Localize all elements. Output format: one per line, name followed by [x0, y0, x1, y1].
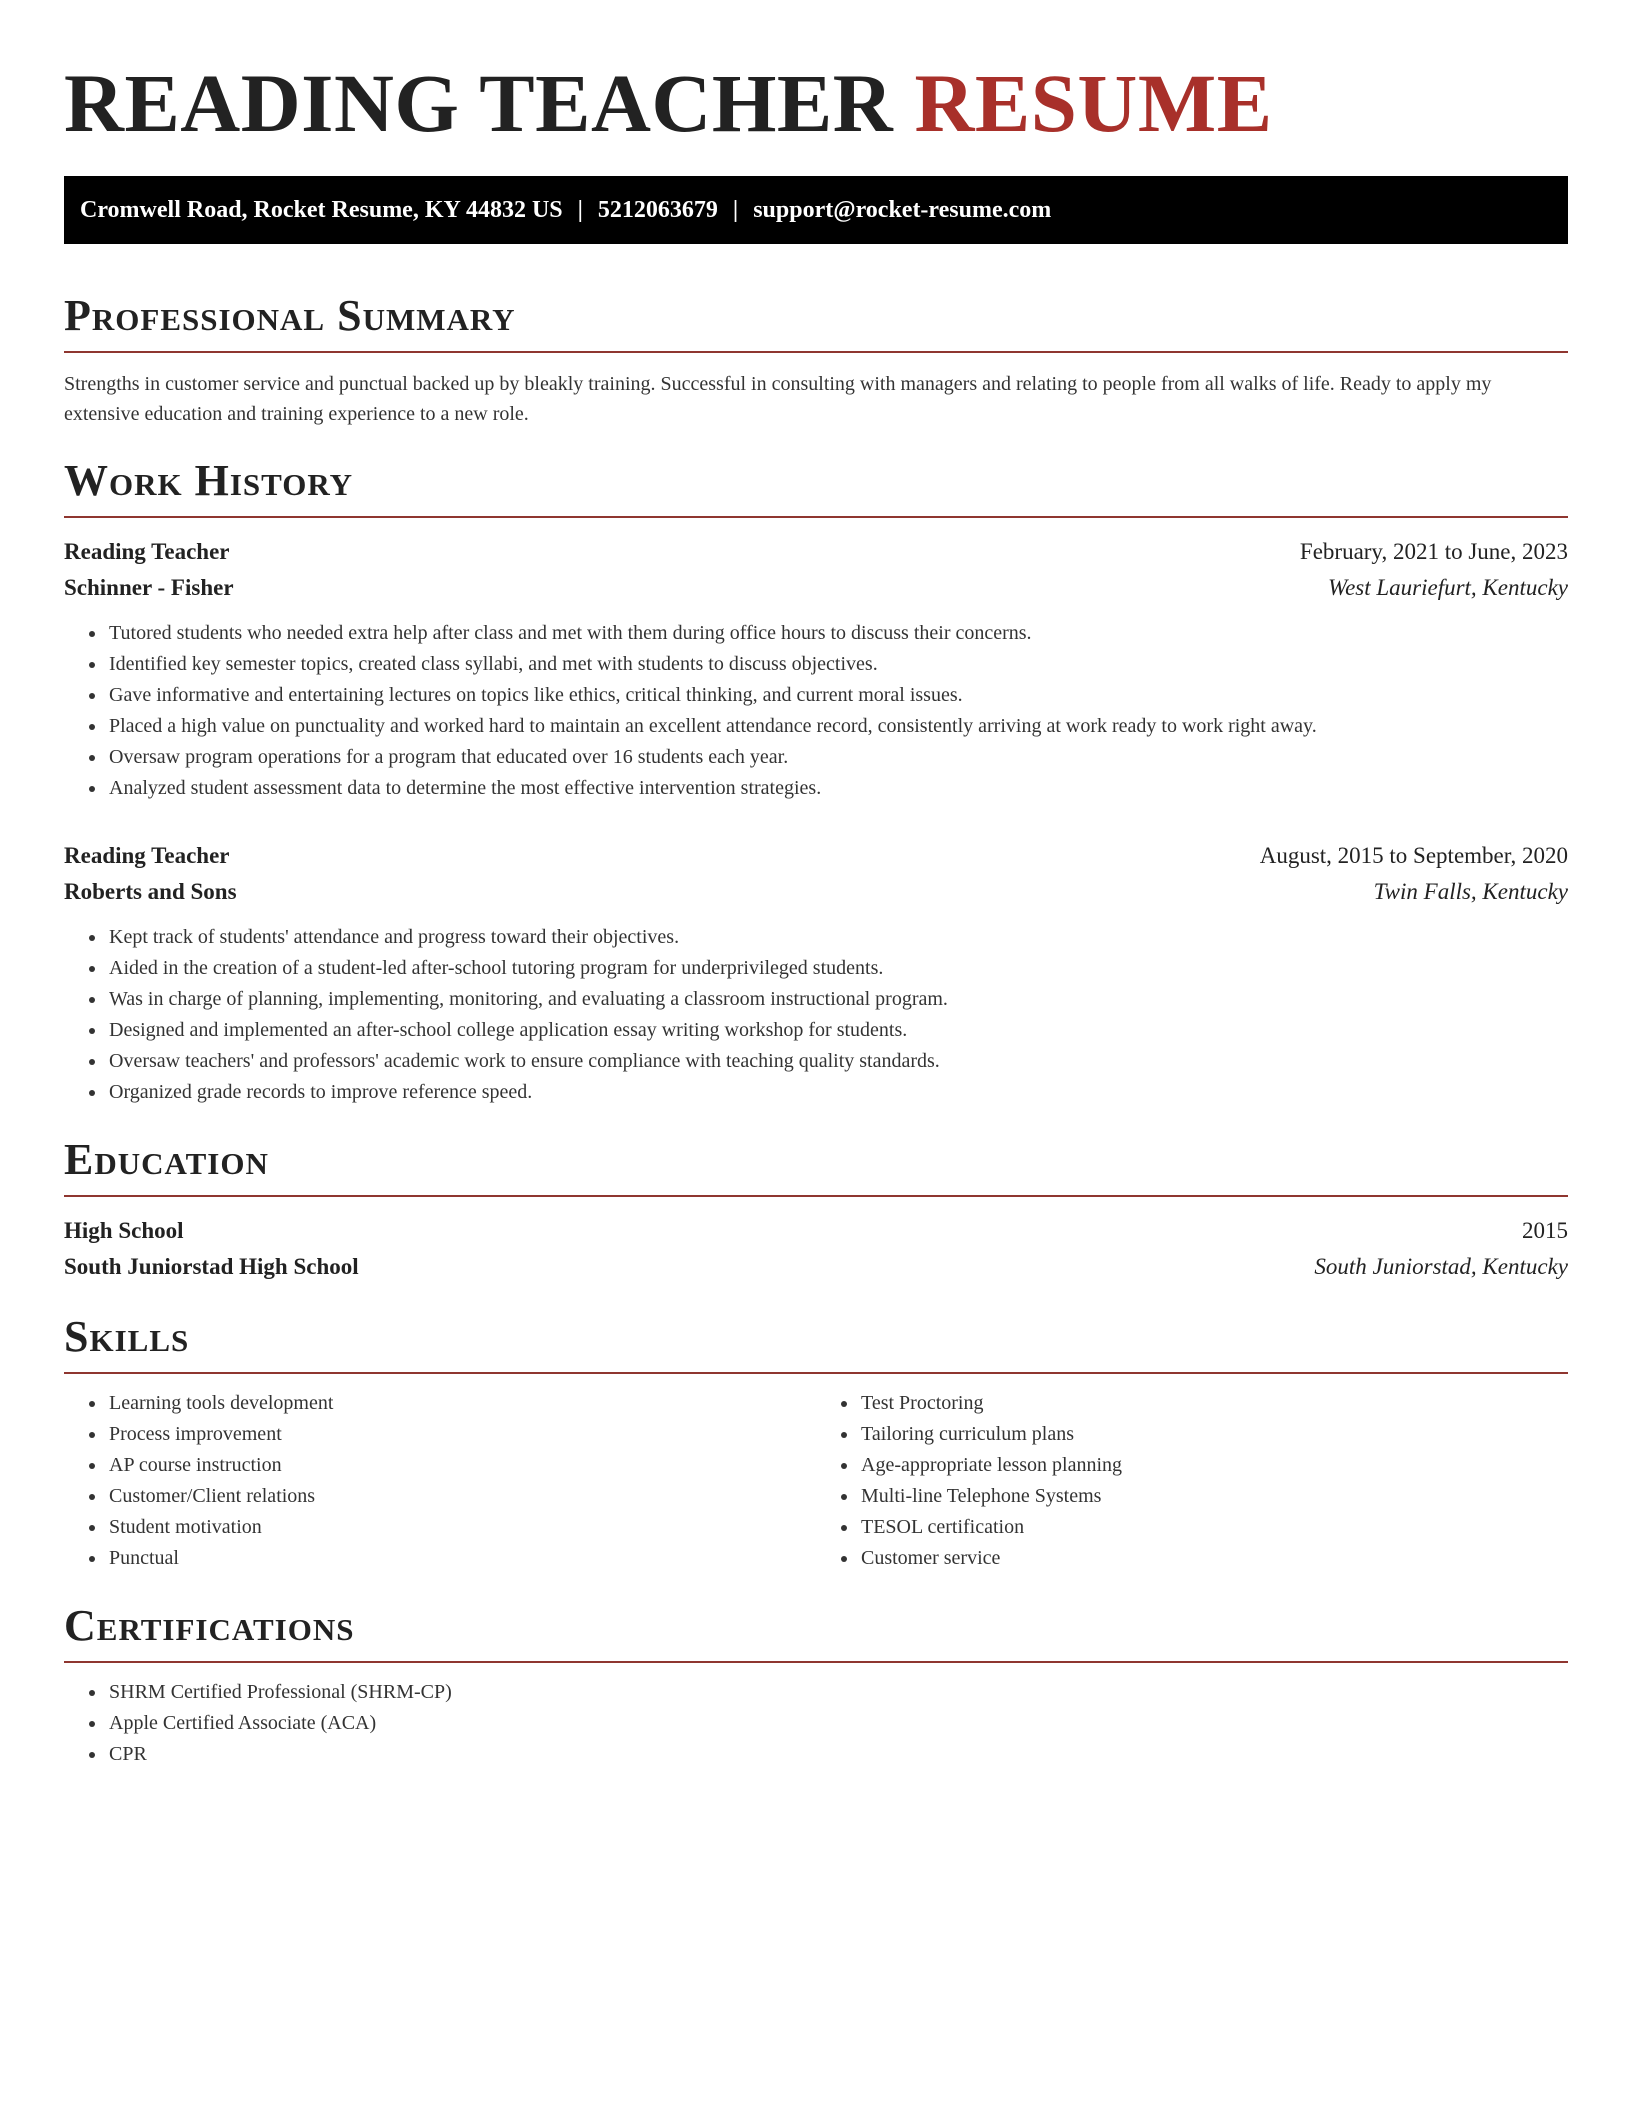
work-history-heading: Work History [64, 455, 1568, 518]
job-bullets [64, 618, 1568, 804]
skills-list-right [816, 1388, 1568, 1574]
list-item: • Customer/Client relations [107, 1481, 816, 1512]
education-year: 2015 [1522, 1218, 1568, 1243]
job-bullets [64, 922, 1568, 1108]
list-item: • Oversaw program operations for a program that educated over 16 students each year. [107, 742, 1568, 773]
list-item: • SHRM Certified Professional (SHRM-CP) [107, 1677, 1568, 1708]
job-company: Schinner - Fisher [64, 575, 234, 600]
skills-list-left [64, 1388, 816, 1574]
contact-separator: | [577, 197, 583, 223]
summary-text: Strengths in customer service and punctual backed up by bleakly training. Successful in consulting with managers and relating to people from all walks of life. Ready to apply my extensive education and training experience to a new role. [64, 373, 1492, 425]
contact-bar [64, 176, 1568, 244]
list-item: • Placed a high value on punctuality and worked hard to maintain an excellent attendance record, consistently arriving at work ready to work right away. [107, 711, 1568, 742]
list-item: • Identified key semester topics, created class syllabi, and met with students to discuss objectives. [107, 649, 1568, 680]
contact-address: Cromwell Road, Rocket Resume, KY 44832 US [80, 197, 563, 223]
list-item: • Test Proctoring [859, 1388, 1568, 1419]
contact-email: support@rocket-resume.com [753, 197, 1052, 223]
job-title-row [64, 838, 1568, 874]
skills-grid [64, 1374, 1568, 1574]
list-item: • Was in charge of planning, implementing, monitoring, and evaluating a classroom instructional program. [107, 984, 1568, 1015]
list-item: • Oversaw teachers' and professors' academic work to ensure compliance with teaching quality standards. [107, 1046, 1568, 1077]
title-main: READING TEACHER [64, 57, 894, 149]
title-accent: RESUME [914, 57, 1273, 149]
job-company-row [64, 874, 1568, 910]
job-title: Reading Teacher [64, 539, 230, 564]
list-item: • Apple Certified Associate (ACA) [107, 1708, 1568, 1739]
education-degree-row [64, 1213, 1568, 1249]
list-item: • Aided in the creation of a student-led after-school tutoring program for underprivileged students. [107, 953, 1568, 984]
list-item: • Age-appropriate lesson planning [859, 1450, 1568, 1481]
list-item: • CPR [107, 1739, 1568, 1770]
skills-heading: Skills [64, 1311, 1568, 1374]
list-item: • Designed and implemented an after-school college application essay writing workshop for students. [107, 1015, 1568, 1046]
job-dates: August, 2015 to September, 2020 [1259, 843, 1568, 868]
job-title-row [64, 534, 1568, 570]
job-company-row [64, 570, 1568, 606]
job-dates: February, 2021 to June, 2023 [1299, 539, 1568, 564]
list-item: • Learning tools development [107, 1388, 816, 1419]
job-company: Roberts and Sons [64, 879, 237, 904]
contact-separator: | [732, 197, 739, 223]
education-school-row [64, 1249, 1568, 1285]
list-item: • Multi-line Telephone Systems [859, 1481, 1568, 1512]
list-item: • TESOL certification [859, 1512, 1568, 1543]
certifications-heading: Certifications [64, 1600, 1568, 1663]
list-item: • Kept track of students' attendance and progress toward their objectives. [107, 922, 1568, 953]
education-school: South Juniorstad High School [64, 1254, 359, 1279]
education-entry [64, 1213, 1568, 1285]
list-item: • Tutored students who needed extra help after class and met with them during office hours to discuss their concerns. [107, 618, 1568, 649]
job-entry [64, 534, 1568, 804]
job-title: Reading Teacher [64, 843, 230, 868]
list-item: • Student motivation [107, 1512, 816, 1543]
list-item: • Customer service [859, 1543, 1568, 1574]
job-entry [64, 838, 1568, 1108]
skills-section [64, 1311, 1568, 1574]
list-item: • Analyzed student assessment data to determine the most effective intervention strategies. [107, 773, 1568, 804]
job-location: West Lauriefurt, Kentucky [1328, 575, 1568, 600]
certifications-list [64, 1677, 1568, 1770]
education-degree: High School [64, 1218, 184, 1243]
list-item: • Gave informative and entertaining lectures on topics like ethics, critical thinking, and current moral issues. [107, 680, 1568, 711]
resume-title [64, 0, 1568, 148]
summary-heading: Professional Summary [64, 290, 1568, 353]
list-item: • Punctual [107, 1543, 816, 1574]
job-location: Twin Falls, Kentucky [1373, 879, 1568, 904]
certifications-section [64, 1600, 1568, 1770]
education-heading: Education [64, 1134, 1568, 1197]
work-history-section [64, 455, 1568, 1108]
list-item: • Organized grade records to improve reference speed. [107, 1077, 1568, 1108]
list-item: • Process improvement [107, 1419, 816, 1450]
list-item: • AP course instruction [107, 1450, 816, 1481]
education-location: South Juniorstad, Kentucky [1314, 1254, 1568, 1279]
list-item: • Tailoring curriculum plans [859, 1419, 1568, 1450]
contact-phone: 5212063679 [597, 197, 718, 223]
education-section [64, 1134, 1568, 1285]
summary-section [64, 290, 1568, 429]
